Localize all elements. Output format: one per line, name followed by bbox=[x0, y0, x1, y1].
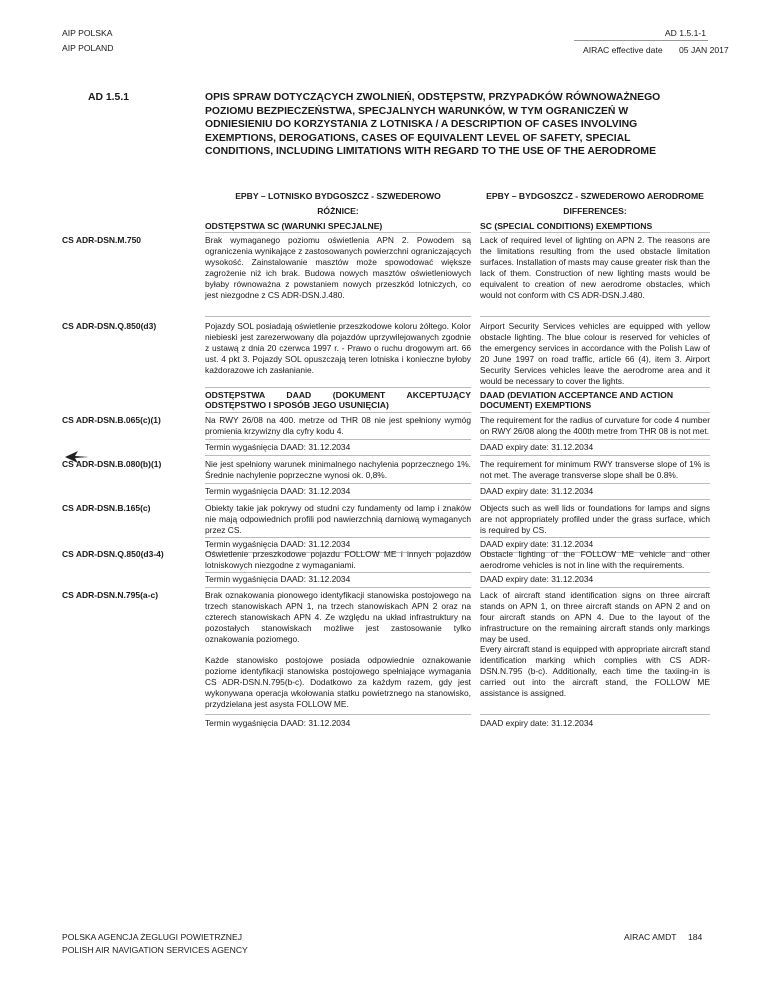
divider bbox=[205, 412, 471, 413]
header-page-id: AD 1.5.1-1 bbox=[664, 28, 706, 38]
divider bbox=[480, 572, 710, 573]
pl-description: Brak wymaganego poziomu oświetlenia APN 2. Powodem są ograniczenia wynikające z zastosowanych powierzchni ograniczających wysokość. Zainstalowanie masztów może spowodować większe zagrożenie niż ich brak. Budowa nowych masztów oświetleniowych byłaby równoważna z powstaniem nowych przeszkód lotniczych, co jest niezgodne z CS ADR-DSN.J.480. bbox=[205, 235, 471, 300]
pl-description: Brak oznakowania pionowego identyfikacji stanowiska postojowego na trzech stanowiskach APN 1, na trzech stanowiskach APN 2 oraz na czterech stanowiskach APN 4. Ze względu na układ infrastruktury na pozostałych stanowiskach możliwe jest zastosowanie tylko oznakowania poziomego. bbox=[205, 590, 471, 644]
pl-description-continued: Każde stanowisko postojowe posiada odpowiednie oznakowanie poziome identyfikacji stanowiska postojowego spełniające wymagania CS ADR-DSN.N.795(b-c). Dodatkowo za każdym razem, gdy jest wykonywana operacja wkołowania statku powietrznego na stanowisko, przydzielana jest asysta FOLLOW ME. bbox=[205, 655, 471, 709]
sc-section-heading-en: SC (SPECIAL CONDITIONS) EXEMPTIONS bbox=[480, 221, 653, 231]
daad-section-heading-pl: ODSTĘPSTWA DAAD (DOKUMENT AKCEPTUJĄCY ODSTĘPSTWO I SPOSÓB JEGO USUNIĘCIA) bbox=[205, 390, 471, 410]
doc-title: OPIS SPRAW DOTYCZĄCYCH ZWOLNIEŃ, ODSTĘPSTW, PRZYPADKÓW RÓWNOWAŻNEGO POZIOMU BEZPIECZEŃSTWA, SPECJALNYCH WARUNKÓW, W TYM OGRANICZEŃ W ODNIESIENIU DO KORZYSTANIA Z LOTNISKA / A DESCRIPTION OF CASES INVOLVING EXEMPTIONS, DEROGATIONS, CASES OF EQUIVALENT LEVEL OF SAFETY, SPECIAL CONDITIONS, INCLUDING LIMITATIONS WITH REGARD TO THE USE OF THE AERODROME bbox=[205, 92, 661, 158]
footer-agency-en: POLISH AIR NAVIGATION SERVICES AGENCY bbox=[62, 945, 248, 955]
divider bbox=[480, 714, 710, 715]
pl-description: Obiekty takie jak pokrywy od studni czy fundamenty od lamp i znaków nie mają odpowiednich profili pod nawierzchnią darniową wymaganych przez CS. bbox=[205, 503, 471, 535]
footer-page-number: 184 bbox=[688, 932, 703, 942]
footer-agency-pl: POLSKA AGENCJA ŻEGLUGI POWIETRZNEJ bbox=[62, 932, 243, 942]
cs-reference: CS ADR-DSN.M.750 bbox=[62, 235, 142, 245]
divider bbox=[205, 714, 471, 715]
pl-expiry-date: Termin wygaśnięcia DAAD: 31.12.2034 bbox=[205, 442, 351, 452]
airac-label: AIRAC effective date bbox=[583, 45, 663, 55]
en-expiry-date: DAAD expiry date: 31.12.2034 bbox=[480, 486, 594, 496]
en-column-heading: EPBY – BYDGOSZCZ - SZWEDEROWO AERODROME bbox=[486, 191, 704, 201]
en-description: Lack of aircraft stand identification signs on three aircraft stands on APN 1, on three aircraft stands on APN 2 and on four aircraft stands on APN 4. Due to the layout of the infrastructure on the remaining aircraft stands only markings may be used. bbox=[480, 590, 710, 644]
en-description: Airport Security Services vehicles are equipped with yellow obstacle lighting. The blue colour is reserved for vehicles of the emergency services in accordance with the Polish Law of 20 June 1997 on road traffic, article 66 (4), item 3. Airport Security Services vehicles leave the aerodrome area and it would be necessary to cover the lights. bbox=[480, 321, 710, 386]
pl-expiry-date: Termin wygaśnięcia DAAD: 31.12.2034 bbox=[205, 539, 351, 549]
cs-reference: CS ADR-DSN.Q.850(d3-4) bbox=[62, 549, 164, 559]
divider bbox=[480, 316, 710, 317]
divider bbox=[205, 387, 471, 388]
airac-date: 05 JAN 2017 bbox=[679, 45, 729, 55]
footer-airac-amdt: AIRAC AMDT bbox=[624, 932, 677, 942]
en-expiry-date: DAAD expiry date: 31.12.2034 bbox=[480, 718, 594, 728]
en-description: Lack of required level of lighting on APN 2. The reasons are the limitations resulting from the used obstacle limitation surfaces. Installation of masts may cause greater risk than the lack of them. Construction of new lighting masts would be equivalent to creation of new aerodrome obstacles, which would not conform with CS ADR-DSN.J.480. bbox=[480, 235, 710, 300]
cs-reference: CS ADR-DSN.N.795(a-c) bbox=[62, 590, 159, 600]
cs-reference: CS ADR-DSN.B.165(c) bbox=[62, 503, 151, 513]
daad-section-heading-en: DAAD (DEVIATION ACCEPTANCE AND ACTION DOCUMENT) EXEMPTIONS bbox=[480, 390, 674, 410]
divider bbox=[480, 499, 710, 500]
cs-reference: CS ADR-DSN.B.080(b)(1) bbox=[62, 459, 162, 469]
en-description: The requirement for the radius of curvature for code 4 number on RWY 26/08 along the 400th metre from THR 08 is not met. bbox=[480, 415, 710, 436]
divider bbox=[205, 499, 471, 500]
pl-description: Na RWY 26/08 na 400. metrze od THR 08 nie jest spełniony wymóg promienia krzywizny dla cyfry kodu 4. bbox=[205, 415, 471, 436]
pl-description: Oświetlenie przeszkodowe pojazdu FOLLOW ME i innych pojazdów lotniskowych niezgodne z wymaganiami. bbox=[205, 549, 471, 570]
divider bbox=[480, 587, 710, 588]
cs-reference: CS ADR-DSN.B.065(c)(1) bbox=[62, 415, 161, 425]
doc-id: AD 1.5.1 bbox=[88, 92, 130, 103]
header-left-line1: AIP POLSKA bbox=[62, 28, 113, 38]
divider bbox=[480, 439, 710, 440]
en-expiry-date: DAAD expiry date: 31.12.2034 bbox=[480, 574, 594, 584]
sc-section-heading-pl: ODSTĘPSTWA SC (WARUNKI SPECJALNE) bbox=[205, 221, 383, 231]
divider bbox=[480, 387, 710, 388]
divider bbox=[205, 455, 471, 456]
pl-expiry-date: Termin wygaśnięcia DAAD: 31.12.2034 bbox=[205, 574, 351, 584]
en-description: Obstacle lighting of the FOLLOW ME vehicle and other aerodrome vehicles is not in line with the requirements. bbox=[480, 549, 710, 570]
cs-reference: CS ADR-DSN.Q.850(d3) bbox=[62, 321, 157, 331]
en-description: Objects such as well lids or foundations for lamps and signs are not appropriately profiled under the grass surface, which is required by CS. bbox=[480, 503, 710, 535]
divider bbox=[480, 537, 710, 538]
divider bbox=[205, 587, 471, 588]
en-description-continued: Every aircraft stand is equipped with appropriate aircraft stand identification marking which complies with CS ADR-DSN.N.795 (b-c). Additionally, each time the taxiing-in is carried out into the aircraft stand, the FOLLOW ME assistance is assigned. bbox=[480, 644, 710, 698]
amendment-arrow-icon bbox=[64, 450, 90, 464]
divider bbox=[480, 412, 710, 413]
divider bbox=[480, 232, 710, 233]
divider bbox=[205, 232, 471, 233]
header-rule bbox=[574, 40, 708, 41]
en-differences-heading: DIFFERENCES: bbox=[563, 206, 627, 216]
divider bbox=[205, 537, 471, 538]
pl-description: Pojazdy SOL posiadają oświetlenie przeszkodowe koloru żółtego. Kolor niebieski jest zarezerwowany dla pojazdów uprzywilejowanych zgodnie z ustawą z dnia 20 czerwca 1997 r. - Prawo o ruchu drogowym art. 66 ust. 4 pkt 3. Pojazdy SOL opuszczają teren lotniska i konieczne byłoby każdorazowe ich zasłanianie. bbox=[205, 321, 471, 375]
divider bbox=[480, 483, 710, 484]
pl-column-heading: EPBY – LOTNISKO BYDGOSZCZ - SZWEDEROWO bbox=[235, 191, 441, 201]
divider bbox=[480, 455, 710, 456]
pl-expiry-date: Termin wygaśnięcia DAAD: 31.12.2034 bbox=[205, 718, 351, 728]
en-expiry-date: DAAD expiry date: 31.12.2034 bbox=[480, 442, 594, 452]
divider bbox=[205, 572, 471, 573]
divider bbox=[205, 316, 471, 317]
pl-differences-heading: RÓŻNICE: bbox=[317, 206, 359, 216]
pl-description: Nie jest spełniony warunek minimalnego nachylenia poprzecznego 1%. Średnie nachylenie poprzeczne wynosi ok. 0,8%. bbox=[205, 459, 471, 480]
header-left-line2: AIP POLAND bbox=[62, 43, 114, 53]
pl-expiry-date: Termin wygaśnięcia DAAD: 31.12.2034 bbox=[205, 486, 351, 496]
divider bbox=[205, 483, 471, 484]
en-expiry-date: DAAD expiry date: 31.12.2034 bbox=[480, 539, 594, 549]
en-description: The requirement for minimum RWY transverse slope of 1% is not met. The average transverse slope shall be 0.8%. bbox=[480, 459, 710, 480]
divider bbox=[205, 439, 471, 440]
